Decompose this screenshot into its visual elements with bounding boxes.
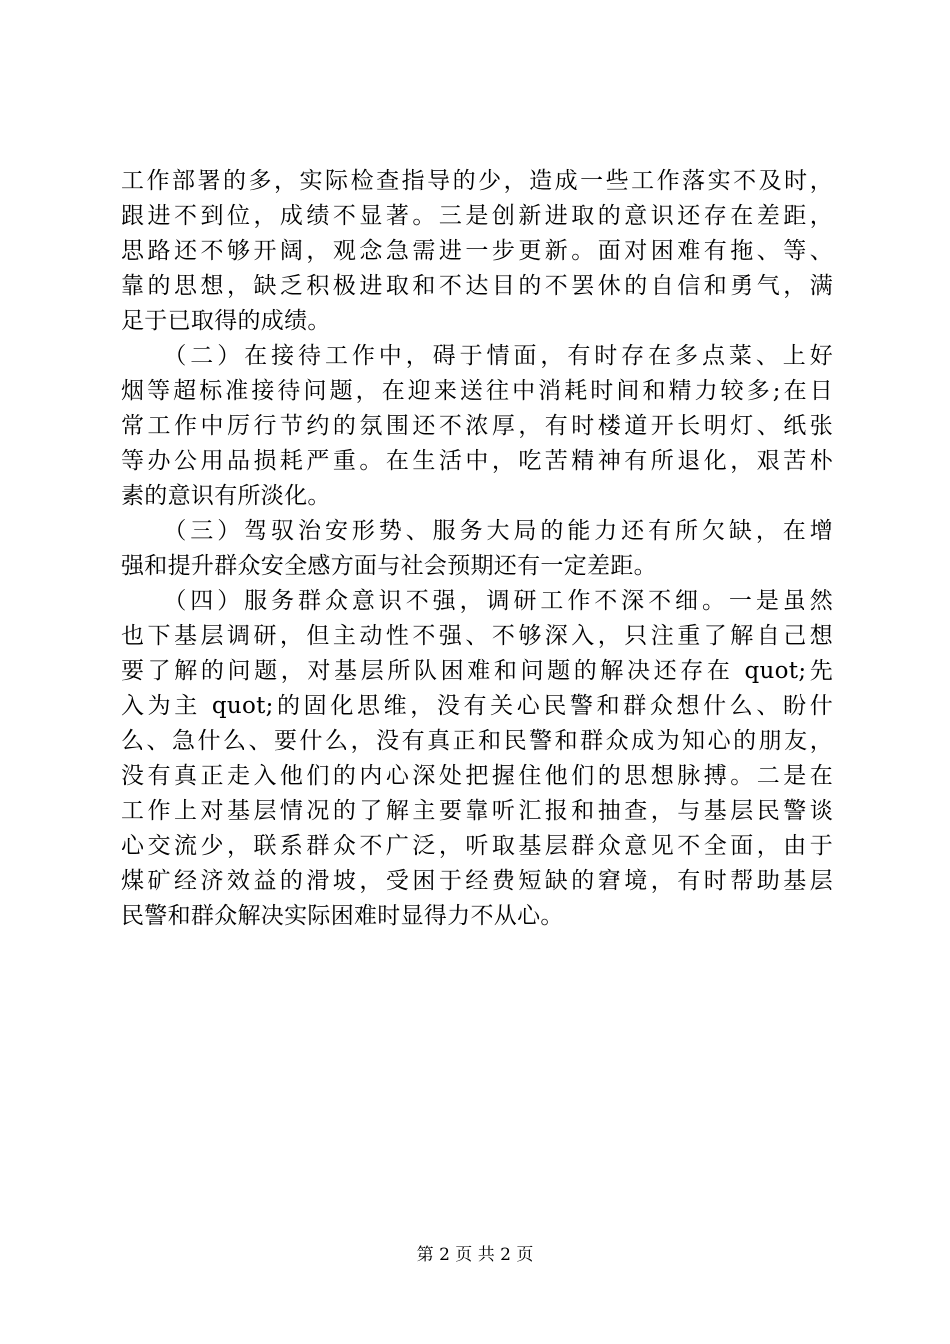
text-line: 等办公用品损耗严重。在生活中，吃苦精神有所退化，艰苦朴 <box>121 448 833 474</box>
text-line: （四）服务群众意识不强，调研工作不深不细。一是虽然 <box>121 588 833 614</box>
text-line: 心交流少，联系群众不广泛，听取基层群众意见不全面，由于 <box>121 833 833 859</box>
text-line: 工作部署的多，实际检查指导的少，造成一些工作落实不及时， <box>121 168 833 194</box>
text-line: 常工作中厉行节约的氛围还不浓厚，有时楼道开长明灯、纸张 <box>121 413 833 439</box>
text-line: 也下基层调研，但主动性不强、不够深入，只注重了解自己想 <box>121 623 833 649</box>
text-line: 要了解的问题，对基层所队困难和问题的解决还存在 quot;先 <box>121 658 833 684</box>
text-line: 思路还不够开阔，观念急需进一步更新。面对困难有拖、等、 <box>121 238 833 264</box>
text-line: （二）在接待工作中，碍于情面，有时存在多点菜、上好 <box>121 343 833 369</box>
text-line: 民警和群众解决实际困难时显得力不从心。 <box>121 903 564 929</box>
text-line: 工作上对基层情况的了解主要靠听汇报和抽查，与基层民警谈 <box>121 798 833 824</box>
text-line: 没有真正走入他们的内心深处把握住他们的思想脉搏。二是在 <box>121 763 833 789</box>
text-line: 烟等超标准接待问题，在迎来送往中消耗时间和精力较多;在日 <box>121 378 833 404</box>
text-line: 么、急什么、要什么，没有真正和民警和群众成为知心的朋友， <box>121 728 833 754</box>
page-number-footer: 第 2 页 共 2 页 <box>416 1245 534 1265</box>
text-line: 煤矿经济效益的滑坡，受困于经费短缺的窘境，有时帮助基层 <box>121 868 833 894</box>
text-line: 强和提升群众安全感方面与社会预期还有一定差距。 <box>121 553 657 579</box>
text-line: 入为主 quot;的固化思维，没有关心民警和群众想什么、盼什 <box>121 693 833 719</box>
text-line: 足于已取得的成绩。 <box>121 308 331 334</box>
text-line: 跟进不到位，成绩不显著。三是创新进取的意识还存在差距， <box>121 203 833 229</box>
text-line: （三）驾驭治安形势、服务大局的能力还有所欠缺，在增 <box>121 518 833 544</box>
text-line: 素的意识有所淡化。 <box>121 483 331 509</box>
body-text <box>121 164 833 934</box>
text-line: 靠的思想，缺乏积极进取和不达目的不罢休的自信和勇气，满 <box>121 273 833 299</box>
